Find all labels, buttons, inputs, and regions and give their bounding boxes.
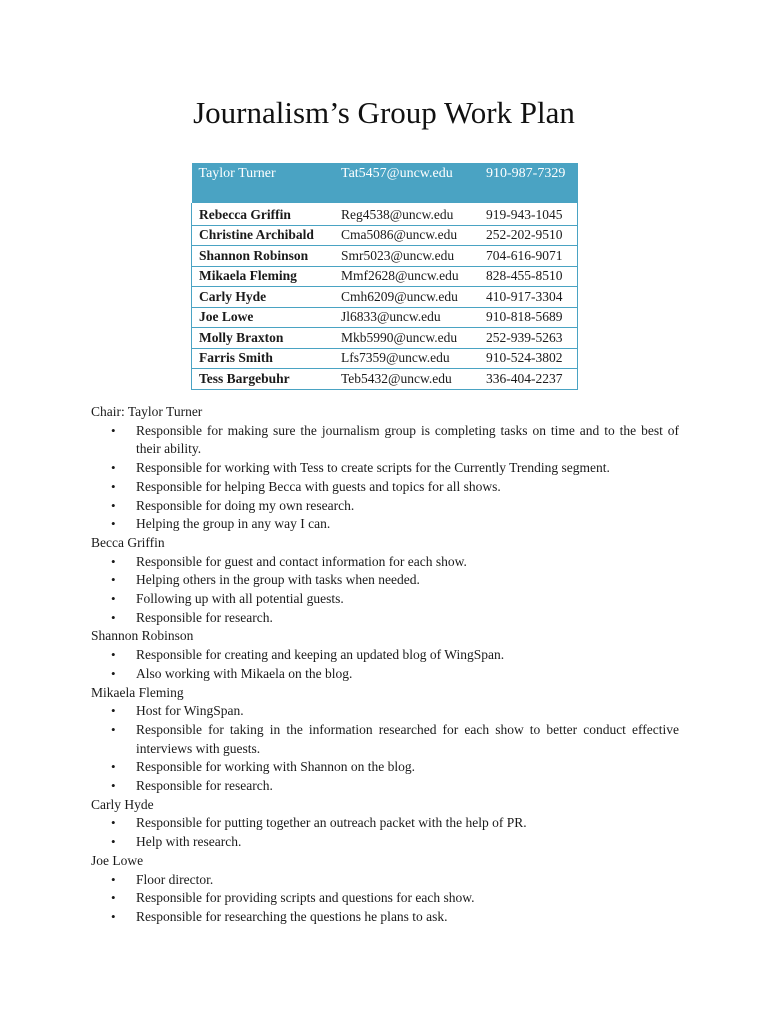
contact-name: Mikaela Fleming	[192, 266, 335, 287]
table-header-row	[192, 163, 578, 203]
table-row	[192, 246, 578, 267]
duty-text: Host for WingSpan.	[136, 703, 244, 719]
bullet-icon: •	[111, 609, 116, 625]
contact-email: Cmh6209@uncw.edu	[334, 287, 479, 308]
duty-text: Help with research.	[136, 834, 242, 850]
role-heading: Mikaela Fleming	[91, 684, 184, 700]
list-item	[91, 871, 679, 890]
contact-email: Lfs7359@uncw.edu	[334, 348, 479, 369]
contact-name: Christine Archibald	[192, 225, 335, 246]
duty-text: Responsible for putting together an outreach packet with the help of PR.	[136, 815, 527, 831]
duty-list	[91, 553, 679, 628]
list-item	[91, 609, 679, 628]
bullet-icon: •	[111, 460, 116, 476]
duty-text: Responsible for researching the questions he plans to ask.	[136, 908, 448, 924]
list-item	[91, 908, 679, 927]
role-heading: Shannon Robinson	[91, 628, 194, 644]
table-row	[192, 328, 578, 349]
contact-name: Molly Braxton	[192, 328, 335, 349]
table-row	[192, 225, 578, 246]
duty-text: Responsible for providing scripts and questions for each show.	[136, 890, 475, 906]
work-plan-section	[91, 403, 679, 927]
bullet-icon: •	[111, 591, 116, 607]
table-row	[192, 348, 578, 369]
role-heading: Chair: Taylor Turner	[91, 404, 203, 419]
role-heading: Joe Lowe	[91, 852, 144, 868]
contact-table	[191, 163, 578, 390]
bullet-icon: •	[111, 834, 116, 850]
bullet-icon: •	[111, 553, 116, 569]
duty-list	[91, 702, 679, 796]
duty-text: Responsible for research.	[136, 609, 273, 625]
duty-text: Floor director.	[136, 871, 214, 887]
contact-phone: 910-524-3802	[479, 348, 578, 369]
contact-email: Cma5086@uncw.edu	[334, 225, 479, 246]
list-item	[91, 459, 679, 478]
contact-phone: 910-818-5689	[479, 307, 578, 328]
bullet-icon: •	[111, 908, 116, 924]
bullet-icon: •	[111, 890, 116, 906]
table-row	[192, 307, 578, 328]
table-row	[192, 287, 578, 308]
contact-phone: 252-939-5263	[479, 328, 578, 349]
bullet-icon: •	[111, 516, 116, 532]
bullet-icon: •	[111, 703, 116, 719]
duty-text: Responsible for working with Tess to create scripts for the Currently Trending segment.	[136, 460, 610, 476]
bullet-icon: •	[111, 422, 116, 438]
list-item	[91, 497, 679, 516]
list-item	[91, 478, 679, 497]
bullet-icon: •	[111, 647, 116, 663]
duty-list	[91, 871, 679, 927]
duty-text: Helping others in the group with tasks when needed.	[136, 572, 420, 588]
list-item	[91, 814, 679, 833]
contact-phone: 910-987-7329	[479, 163, 578, 203]
role-heading: Carly Hyde	[91, 796, 154, 812]
list-item	[91, 777, 679, 796]
bullet-icon: •	[111, 871, 116, 887]
list-item	[91, 553, 679, 572]
list-item	[91, 590, 679, 609]
duty-text: Responsible for doing my own research.	[136, 497, 355, 513]
bullet-icon: •	[111, 778, 116, 794]
list-item	[91, 422, 679, 459]
bullet-icon: •	[111, 721, 116, 737]
duty-text: Responsible for creating and keeping an updated blog of WingSpan.	[136, 647, 505, 663]
contact-name: Farris Smith	[192, 348, 335, 369]
bullet-icon: •	[111, 815, 116, 831]
duty-list	[91, 646, 679, 683]
table-row	[192, 266, 578, 287]
list-item	[91, 571, 679, 590]
contact-name: Rebecca Griffin	[192, 203, 335, 225]
list-item	[91, 702, 679, 721]
duty-text: Responsible for taking in the information researched for each show to better conduct effective interviews with guests.	[136, 721, 679, 756]
contact-email: Smr5023@uncw.edu	[334, 246, 479, 267]
contact-phone: 704-616-9071	[479, 246, 578, 267]
contact-name: Carly Hyde	[192, 287, 335, 308]
duty-text: Responsible for research.	[136, 778, 273, 794]
duty-text: Responsible for guest and contact information for each show.	[136, 553, 467, 569]
bullet-icon: •	[111, 478, 116, 494]
bullet-icon: •	[111, 759, 116, 775]
contact-email: Reg4538@uncw.edu	[334, 203, 479, 225]
duty-text: Also working with Mikaela on the blog.	[136, 665, 353, 681]
contact-name: Tess Bargebuhr	[192, 369, 335, 390]
bullet-icon: •	[111, 572, 116, 588]
table-row	[192, 369, 578, 390]
contact-phone: 410-917-3304	[479, 287, 578, 308]
list-item	[91, 721, 679, 758]
bullet-icon: •	[111, 497, 116, 513]
list-item	[91, 646, 679, 665]
contact-email: Jl6833@uncw.edu	[334, 307, 479, 328]
list-item	[91, 758, 679, 777]
list-item	[91, 889, 679, 908]
contact-email: Tat5457@uncw.edu	[334, 163, 479, 203]
contact-phone: 828-455-8510	[479, 266, 578, 287]
contact-phone: 336-404-2237	[479, 369, 578, 390]
table-row	[192, 203, 578, 225]
duty-text: Responsible for helping Becca with guests and topics for all shows.	[136, 478, 501, 494]
contact-phone: 919-943-1045	[479, 203, 578, 225]
duty-list	[91, 422, 679, 534]
duty-text: Responsible for making sure the journalism group is completing tasks on time and to the best of their ability.	[136, 422, 679, 457]
list-item	[91, 515, 679, 534]
contact-name: Joe Lowe	[192, 307, 335, 328]
list-item	[91, 665, 679, 684]
list-item	[91, 833, 679, 852]
contact-phone: 252-202-9510	[479, 225, 578, 246]
duty-text: Following up with all potential guests.	[136, 591, 344, 607]
page-title: Journalism’s Group Work Plan	[193, 95, 575, 130]
bullet-icon: •	[111, 665, 116, 681]
contact-email: Teb5432@uncw.edu	[334, 369, 479, 390]
contact-email: Mkb5990@uncw.edu	[334, 328, 479, 349]
contact-email: Mmf2628@uncw.edu	[334, 266, 479, 287]
duty-text: Responsible for working with Shannon on the blog.	[136, 759, 415, 775]
contact-name: Taylor Turner	[192, 163, 335, 203]
role-heading: Becca Griffin	[91, 534, 165, 550]
duty-list	[91, 814, 679, 851]
duty-text: Helping the group in any way I can.	[136, 516, 331, 532]
contact-name: Shannon Robinson	[192, 246, 335, 267]
